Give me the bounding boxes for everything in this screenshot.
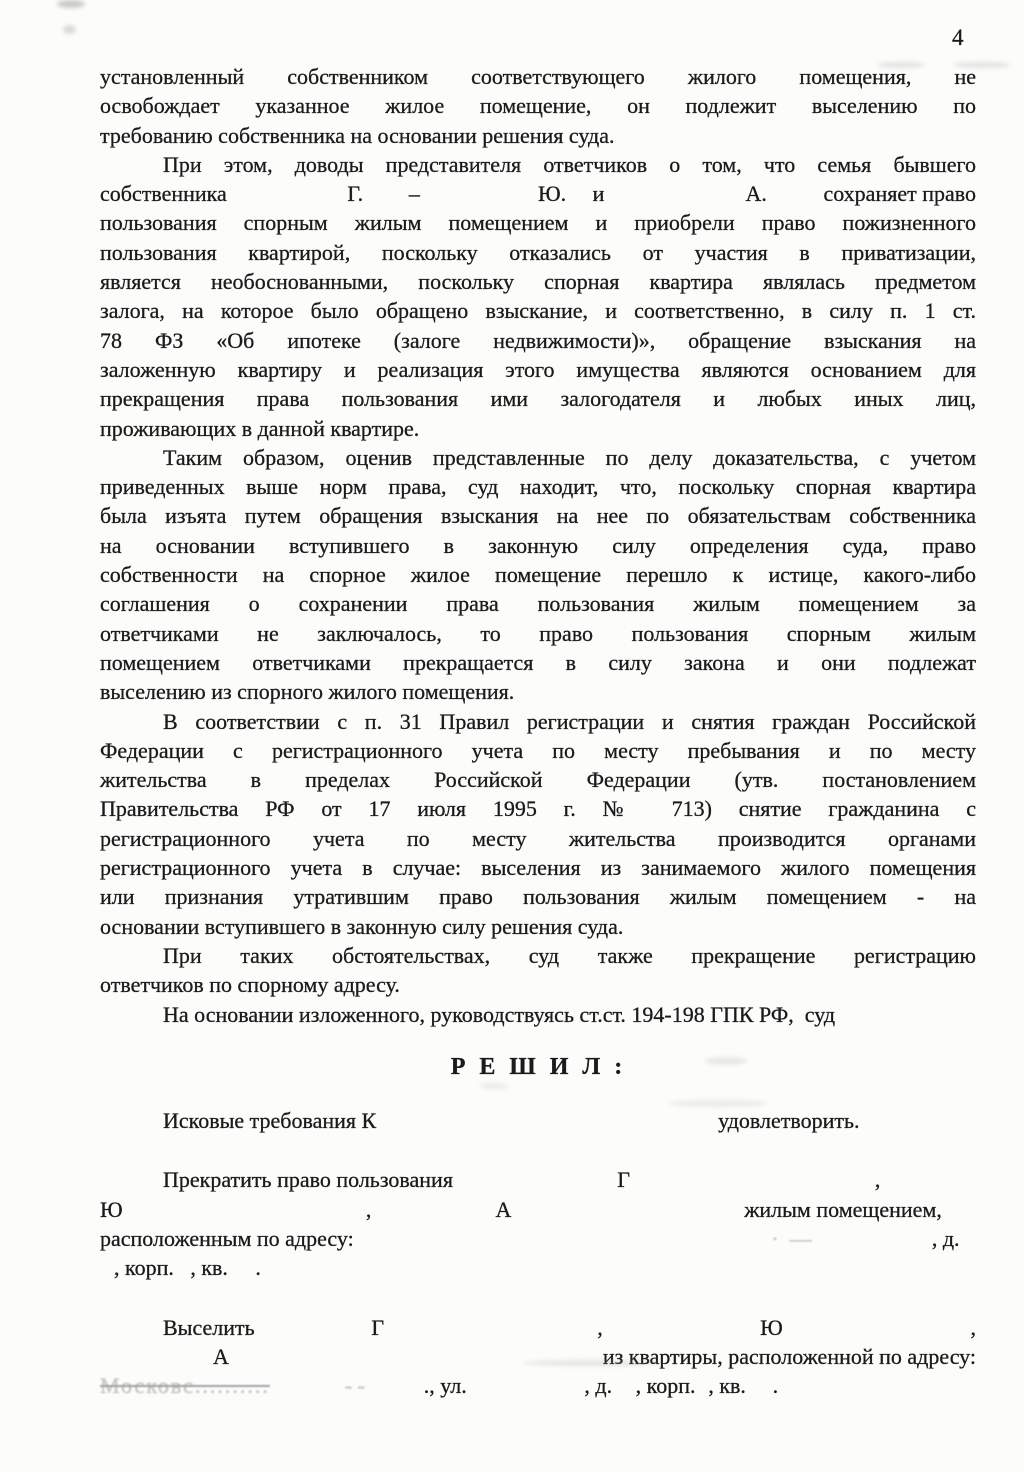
text-segment: А (213, 1343, 229, 1369)
erased-text-mark: Московс.......... (100, 1373, 270, 1399)
body-line: является необоснованными, поскольку спорная квартира являлась предметом (100, 269, 976, 295)
redaction-gap (255, 1334, 372, 1335)
redaction-gap (880, 1186, 976, 1187)
body-line: прекращения права пользования ими залогодателя и любых иных лиц, (100, 386, 976, 412)
scan-artifact (668, 1100, 768, 1107)
body-line: была изъята путем обращения взыскания на нее по обязательствам собственника (100, 503, 976, 529)
text-segment: , д. (584, 1373, 613, 1399)
evict-address-line (100, 1371, 976, 1400)
text-segment: Ю (760, 1314, 783, 1340)
text-segment: собственника (100, 181, 227, 207)
text-segment: из квартиры, расположенной по адресу: (602, 1343, 976, 1369)
body-line: регистрационного учета в случае: выселения из занимаемого жилого помещения (100, 855, 976, 881)
body-line: выселению из спорного жилого помещения. (100, 679, 515, 705)
redaction-gap (860, 1127, 976, 1128)
text-segment: удовлетворить. (718, 1108, 860, 1134)
body-line: При таких обстоятельствах, суд также прекращение регистрацию (163, 942, 976, 968)
body-line: 78 ФЗ «Об ипотеке (залоге недвижимости)», обращение взыскания на (100, 327, 976, 353)
redaction-gap (371, 1216, 495, 1217)
text-segment: Г (371, 1314, 385, 1340)
text-segment: и (592, 181, 605, 207)
text-segment: Ю (100, 1196, 123, 1222)
scan-artifact (479, 1083, 509, 1089)
text-segment: , (874, 1167, 881, 1193)
redaction-gap (270, 1392, 345, 1393)
body-line: пользования спорным жилым помещением и приобрели право пожизненного (100, 210, 976, 236)
redaction-gap (612, 1392, 636, 1393)
text-segment: Г (617, 1167, 630, 1193)
redaction-gap (420, 200, 538, 201)
text-segment: , д. (931, 1225, 960, 1251)
redaction-gap (630, 1186, 875, 1187)
text-segment: – (408, 181, 420, 207)
body-line: на основании вступившего в законную силу определения суда, право (100, 532, 976, 558)
text-segment: А (495, 1196, 512, 1222)
redaction-gap (942, 1216, 976, 1217)
redaction-gap (123, 1216, 366, 1217)
text-column (100, 62, 976, 1400)
erased-text-mark: - - (344, 1373, 365, 1399)
evict-line-2 (100, 1342, 976, 1371)
body-line: залога, на которое было обращено взыскание, и соответственно, в силу п. 1 ст. (100, 298, 976, 324)
redaction-gap (511, 1216, 744, 1217)
body-line: Правительства РФ от 17 июля 1995 г. № 713) снятие гражданина с (100, 796, 976, 822)
erased-text-mark: · ― (771, 1225, 812, 1251)
text-segment: Исковые требования К (163, 1108, 377, 1134)
text-segment: Прекратить право пользования (163, 1167, 453, 1193)
redaction-gap (384, 1334, 597, 1335)
blank-line (100, 1283, 976, 1313)
text-segment: . (772, 1373, 779, 1399)
redaction-gap (783, 1334, 971, 1335)
scan-artifact (953, 62, 1011, 68)
address-line (100, 1224, 976, 1253)
redaction-gap (365, 1392, 424, 1393)
body-line: установленный собственником соответствующего жилого помещения, не (100, 64, 976, 89)
redaction-gap (746, 1392, 773, 1393)
redaction-gap (354, 1245, 772, 1246)
body-line: ответчиками не заключалось, то право пользования спорным жилым (100, 620, 976, 646)
redaction-gap (960, 1245, 976, 1246)
terminate-usage-line (100, 1165, 976, 1194)
text-segment: Ю. (538, 181, 567, 207)
body-line: пользования квартирой, поскольку отказались от участия в приватизации, (100, 239, 976, 265)
text-segment: , (597, 1314, 603, 1340)
body-line: основании вступившего в законную силу решения суда. (100, 913, 624, 939)
body-line: приведенных выше норм права, суд находит, что, поскольку спорная квартира (100, 474, 976, 500)
redaction-gap (604, 200, 745, 201)
resolution-heading: Р Е Ш И Л : (450, 1053, 626, 1080)
body-line: требованию собственника на основании решения суда. (100, 122, 615, 148)
body-line: помещением ответчиками прекращается в силу закона и они подлежат (100, 649, 976, 675)
body-line: соглашения о сохранении права пользования жилым помещением за (100, 591, 976, 617)
body-line: На основании изложенного, руководствуясь ст.ст. 194-198 ГПК РФ, суд (163, 1001, 836, 1027)
blank-line (100, 1082, 976, 1106)
text-segment: , корп. (635, 1373, 696, 1399)
text-segment: Выселить (163, 1314, 255, 1340)
redaction-gap (453, 1186, 617, 1187)
body-line: регистрационного учета по месту жительства производится органами (100, 825, 976, 851)
body-line: заложенную квартиру и реализация этого имущества являются основанием для (100, 356, 976, 382)
claims-satisfied-line (100, 1106, 976, 1135)
redaction-gap (363, 200, 409, 201)
scan-artifact (877, 62, 925, 68)
redaction-gap (778, 1392, 976, 1393)
text-segment: жилым помещением, (744, 1196, 942, 1222)
text-segment: , кв. (708, 1373, 746, 1399)
blank-line (100, 1029, 976, 1053)
body-line: В соответствии с п. 31 Правил регистрации и снятия граждан Российской (163, 708, 976, 734)
text-segment: , (365, 1196, 372, 1222)
redaction-gap (696, 1392, 709, 1393)
redaction-gap (767, 200, 824, 201)
scan-artifact (63, 25, 76, 34)
address-line-2: , корп. , кв. . (114, 1255, 261, 1281)
text-segment: А. (745, 181, 767, 207)
redaction-gap (227, 200, 348, 201)
text-segment: ., ул. (423, 1373, 467, 1399)
redaction-gap (376, 1127, 718, 1128)
body-line: Таким образом, оценив представленные по делу доказательства, с учетом (163, 444, 976, 470)
redaction-gap (566, 200, 593, 201)
redacted-names-line (100, 179, 976, 208)
body-line: освобождает указанное жилое помещение, он подлежит выселению по (100, 93, 976, 119)
scan-artifact (705, 1057, 747, 1065)
body-line: При этом, доводы представителя ответчиков о том, что семья бывшего (163, 151, 976, 177)
text-segment: Г. (347, 181, 364, 207)
body-line: проживающих в данной квартире. (100, 415, 420, 441)
redaction-gap (603, 1334, 760, 1335)
blank-line (100, 1135, 976, 1165)
redaction-gap (467, 1392, 585, 1393)
body-line: Федерации с регистрационного учета по месту пребывания и по месту (100, 737, 976, 763)
text-segment: расположенным по адресу: (100, 1225, 354, 1251)
body-line: собственности на спорное жилое помещение перешло к истице, какого-либо (100, 562, 976, 588)
scan-artifact (57, 0, 85, 8)
evict-line (100, 1313, 976, 1342)
text-segment: сохраняет право (823, 181, 976, 207)
body-line: жительства в пределах Российской Федерации (утв. постановлением (100, 767, 976, 793)
scan-artifact (523, 1360, 663, 1366)
body-line: или признания утратившим право пользования жилым помещением - на (100, 884, 976, 910)
body-line: ответчиков по спорному адресу. (100, 972, 400, 998)
text-segment: , (970, 1314, 976, 1340)
terminate-usage-line-2 (100, 1195, 976, 1224)
redaction-gap (812, 1245, 932, 1246)
page-number: 4 (952, 25, 964, 50)
